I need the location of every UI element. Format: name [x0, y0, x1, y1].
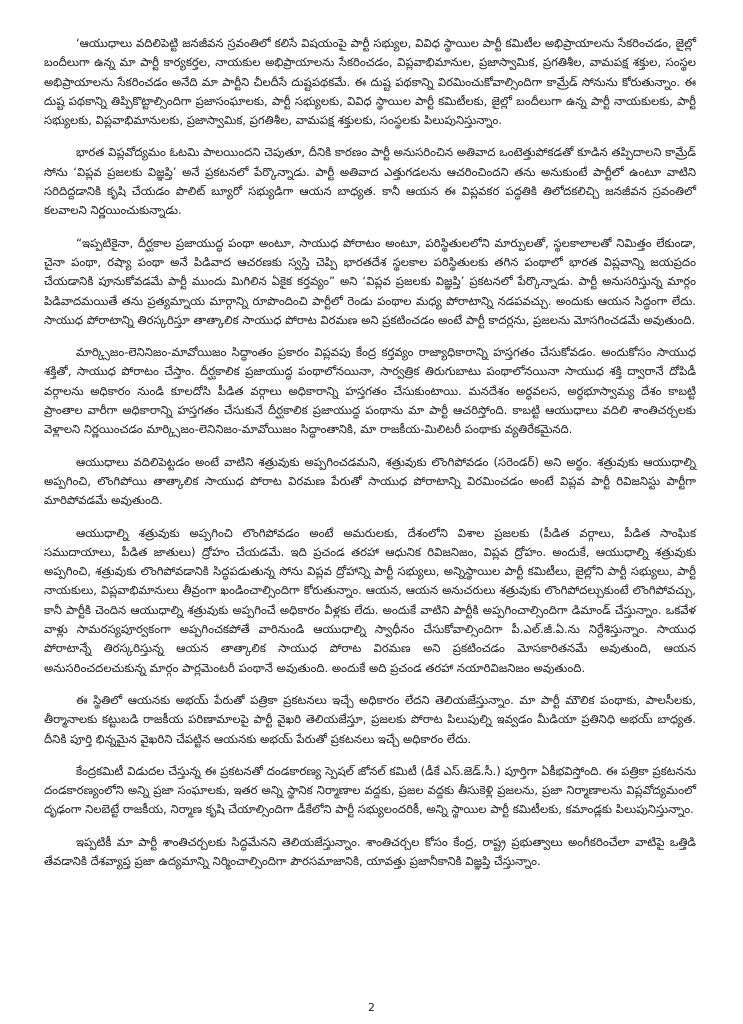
paragraph-1: ‘ఆయుధాలు వదిలిపెట్టి జనజీవన స్రవంతిలో కలిసే విషయంపై పార్టీ సభ్యుల, వివిధ స్థాయిల పార్టీ కమిటీల అభిప్రాయాలను సేకరించడం, జైల్లో బందీలుగా ఉన్న మా పార్టీ కార్యకర్తల, నాయకుల అభిప్రాయాలను సేకరించడం, విప్లవాభిమానుల, ప్రజాస్వామిక, ప్రగతిశీల, వామపక్ష శక్తుల, సంస్థల అభిప్రాయాలను సేకరించడం అనేది మా పార్టీని చీలదీసే దుష్టపథకమే. ఈ దుష్ట పథకాన్ని విరమించుకోవాల్సిందిగా కామ్రేడ్ సోనును కోరుతున్నాం. ఈ దుష్ట పథకాన్ని తిప్పికొట్టాల్సిందిగా ప్రజాసంఘాలకు, పార్టీ సభ్యులకు, వివిధ స్థాయిల పార్టీ కమిటీలకు, జైల్లో బందీలుగా ఉన్న పార్టీ నాయకులకు, పార్టీ సభ్యులకు, విప్లవాభిమానులకు, ప్రజాస్వామిక, ప్రగతిశీల, వామపక్ష శక్తులకు, సంస్థలకు పిలుపునిస్తున్నాం. — [44, 36, 696, 128]
paragraph-6: ఆయుధాల్ని శత్రువుకు అప్పగించి లొంగిపోవడం అంటే అమరులకు, దేశంలోని విశాల ప్రజలకు (పీడిత వర్గాలు, పీడిత సాంఘిక సముదాయాలు, పీడిత జాతులు) ద్రోహం చేయడమే. ఇది ప్రచండ తరహా ఆధునిక రివిజనిజం, విప్లవ ద్రోహం. అందుకే, ఆయుధాల్ని శత్రువుకు అప్పగించి, శత్రువుకు లొంగిపోవడానికి సిద్ధపడుతున్న సోను విప్లవ ద్రోహాన్ని పార్టీ సభ్యులు, అన్నిస్థాయిల పార్టీ కమిటీలు, జైల్లోని పార్టీ సభ్యులు, పార్టీ నాయకులు, విప్లవాభిమానులు తీవ్రంగా ఖండించాల్సిందిగా కోరుతున్నాం. ఆయన, ఆయన అనుచరులు శత్రువుకు లొంగిపోదల్చుకుంటే లొంగిపోవచ్చు, కానీ పార్టీకి చెందిన ఆయుధాల్ని శత్రువుకు అప్పగించే అధికారం వీళ్లకు లేదు. అందుకే వాటిని పార్టీకి అప్పగించాల్సిందిగా డిమాండ్ చేస్తున్నాం. ఒకవేళ వాళ్లు సామరస్యపూర్వకంగా అప్పగించకపోతే వారినుండి ఆయుధాల్ని స్వాధీనం చేసుకోవాల్సిందిగా పీ.ఎల్.జీ.ఏ.ను నిర్దేశిస్తున్నాం. సాయుధ పోరాటాన్నే తిరస్కరిస్తున్న ఆయన తాత్కాలిక సాయుధ పోరాట విరమణ అని ప్రకటించడం మోసకారితనమే అవుతుంది, ఆయన అనుసరించదలచుకున్న మార్గం పార్లమెంటరీ పంథానే అవుతుంది. అందుకే అది ప్రచండ తరహా నయారివిజనిజం అవుతుంది. — [44, 525, 696, 675]
paragraph-8: కేంద్రకమిటీ విడుదల చేస్తున్న ఈ ప్రకటనతో దండకారణ్య స్పెషల్ జోనల్ కమిటీ (డీకే ఎస్.జెడ్.సీ.) పూర్తిగా ఏకీభవిస్తోంది. ఈ పత్రికా ప్రకటనను దండకారణ్యంలోని అన్ని ప్రజా సంఘాలకు, ఇతర అన్ని స్థానిక నిర్మాణాల వద్దకు, ప్రజల వద్దకు తీసుకెళ్లి ప్రజలను, ప్రజా నిర్మాణాలను విప్లవోద్యమంలో దృఢంగా నిలబెట్టే రాజకీయ, నిర్మాణ కృషి చేయాల్సిందిగా డీకేలోని పార్టీ సభ్యులందరికీ, అన్ని స్థాయిల పార్టీ కమిటీలకు, కమాండ్లకు పిలుపునిస్తున్నాం. — [44, 763, 696, 817]
document-page — [44, 34, 696, 884]
paragraph-4: మార్క్సిజం-లెనినిజం-మావోయిజం సిద్ధాంతం ప్రకారం విప్లవపు కేంద్ర కర్తవ్యం రాజ్యాధికారాన్ని హస్తగతం చేసుకోవడం. అందుకోసం సాయుధ శక్తితో, సాయుధ పోరాటం చేస్తాం. దీర్ఘకాలిక ప్రజాయుద్ధ పంథాలోనయినా, సార్వత్రిక తిరుగుబాటు పంథాలోనయినా సాయుధ శక్తి ద్వారానే దోపిడీ వర్గాలను అధికారం నుండి కూలదోసి పీడిత వర్గాలు అధికారాన్ని హస్తగతం చేసుకుంటాయి. మనదేశం అర్ధవలస, అర్ధభూస్వామ్య దేశం కాబట్టి ప్రాంతాల వారీగా అధికారాన్ని హస్తగతం చేసుకునే దీర్ఘకాలిక ప్రజాయుద్ధ పంథాను మా పార్టీ ఆచరిస్తోంది. కాబట్టి ఆయుధాలు వదిలి శాంతిచర్చలకు వెళ్లాలని నిర్ణయించడం మార్క్సిజం-లెనినిజం-మావోయిజం సిద్ధాంతానికి, మా రాజకీయ-మిలిటరీ పంథాకు వ్యతిరేకమైనది. — [44, 345, 696, 437]
paragraph-2: భారత విప్లవోద్యమం ఓటమి పాలయిందని చెపుతూ, దీనికి కారణం పార్టీ అనుసరించిన అతివాద ఒంటెత్తుపోకడతో కూడిన తప్పిదాలని కామ్రేడ్ సోను ‘విప్లవ ప్రజలకు విజ్ఞప్తి’ అనే ప్రకటనలో పేర్కొన్నాడు. పార్టీ అతివాద ఎత్తుగడలను ఆచరించిందని తను అనుకుంటే పార్టీలో ఉంటూ వాటిని సరిదిద్దడానికి కృషి చేయడం పొలిట్ బ్యూరో సభ్యుడిగా ఆయన బాధ్యత. కానీ ఆయన ఈ విప్లవకర పద్ధతికి తిలోదకలిచ్చి జనజీవన స్రవంతిలో కలవాలని నిర్ణయించుకున్నాడు. — [44, 145, 696, 218]
page-number: 2 — [368, 1001, 375, 1014]
paragraph-5: ఆయుధాలు వదిలిపెట్టడం అంటే వాటిని శత్రువుకు అప్పగించడమని, శత్రువుకు లొంగిపోవడం (సరెండర్) అని అర్థం. శత్రువుకు ఆయుధాల్ని అప్పగించి, లొంగిపోయి తాత్కాలిక సాయుధ పోరాట విరమణ పేరుతో సాయుధ పోరాటాన్ని విరమించడం అంటే విప్లవ పార్టీ రివిజనిస్టు పార్టీగా మారిపోవడమే అవుతుంది. — [44, 454, 696, 508]
paragraph-3: “ఇప్పటికైనా, దీర్ఘకాల ప్రజాయుద్ధ పంథా అంటూ, సాయుధ పోరాటం అంటూ, పరిస్థితులలోని మార్పులతో, స్థలకాలాలతో నిమిత్తం లేకుండా, చైనా పంథా, రష్యా పంథా అనే పిడివాద ఆచరణకు స్వస్తి చెప్పి భారతదేశ స్థలకాల పరిస్థితులకు తగిన పంథాలో భారత విప్లవాన్ని జయప్రదం చేయడానికి పూనుకోవడమే పార్టీ ముందు మిగిలిన ఏకైక కర్తవ్యం” అని ‘విప్లవ ప్రజలకు విజ్ఞప్తి’ ప్రకటనలో పేర్కొన్నాడు. పార్టీ అనుసరిస్తున్న మార్గం పిడివాదమయితే తను ప్రత్యమ్నాయ మార్గాన్ని రూపొందించి పార్టీలో రెండు పంథాల మధ్య పోరాటాన్ని నడపవచ్చు. అందుకు ఆయన సిద్ధంగా లేదు. సాయుధ పోరాటాన్ని తిరస్కరిస్తూ తాత్కాలిక సాయుధ పోరాట విరమణ అని ప్రకటించడం అంటే పార్టీ కాదర్లను, ప్రజలను మోసగించడమే అవుతుంది. — [44, 235, 696, 327]
paragraph-7: ఈ స్థితిలో ఆయనకు అభయ్ పేరుతో పత్రికా ప్రకటనలు ఇచ్చే అధికారం లేదని తెలియజేస్తున్నాం. మా పార్టీ మౌలిక పంథాకు, పాలసీలకు, తీర్మానాలకు కట్టుబడి రాజకీయ పరిణామాలపై పార్టీ వైఖరి తెలియజేస్తూ, ప్రజలకు పోరాట పిలుపుల్ని ఇవ్వడం మీడియా ప్రతినిధి అభయ్ బాధ్యత. దీనికి పూర్తి భిన్నమైన వైఖరిని చేపట్టిన ఆయనకు అభయ్ పేరుతో ప్రకటనలు ఇచ్చే అధికారం లేదు. — [44, 692, 696, 746]
paragraph-9: ఇప్పటికీ మా పార్టీ శాంతిచర్చలకు సిద్ధమేనని తెలియజేస్తున్నాం. శాంతిచర్చల కోసం కేంద్ర, రాష్ట్ర ప్రభుత్వాలు అంగీకరించేలా వాటిపై ఒత్తిడి తేవడానికి దేశవ్యాప్త ప్రజా ఉద్యమాన్ని నిర్మించాల్సిందిగా పౌరసమాజానికి, యావత్తు ప్రజానీకానికి విజ్ఞప్తి చేస్తున్నాం. — [44, 834, 696, 868]
